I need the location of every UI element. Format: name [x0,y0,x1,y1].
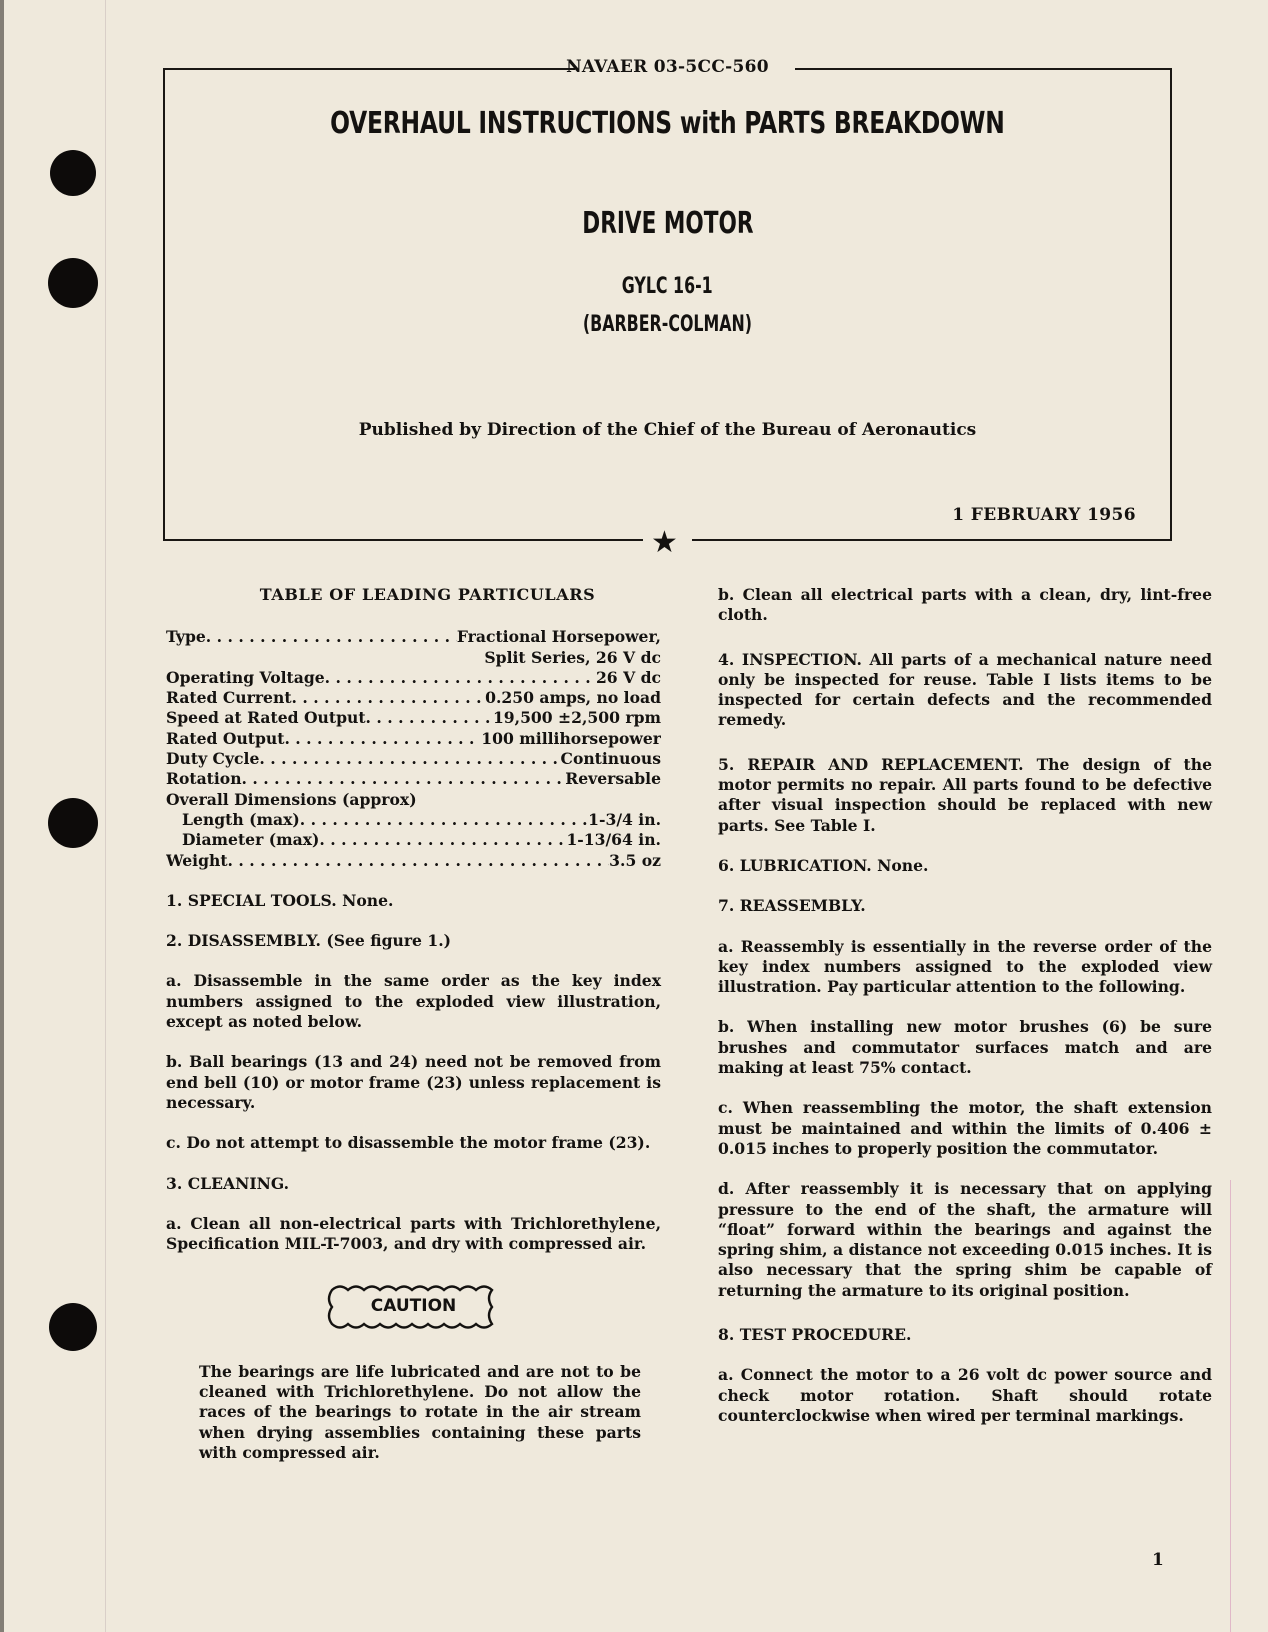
paragraph: b. When installing new motor brushes (6) be sure brushes and commutator surfaces match and are making at least 75% contact. [718,1017,1212,1078]
section-disassembly-heading: 2. DISASSEMBLY. (See figure 1.) [166,931,452,951]
caution-banner [324,1282,504,1332]
main-title: OVERHAUL INSTRUCTIONS with PARTS BREAKDOWN [330,106,1005,141]
spec-group-heading: Overall Dimensions (approx) [166,789,417,809]
spec-row: Length (max) . . . 1-3/4 in. [166,810,661,830]
title-block [163,57,1172,560]
subject-title: DRIVE MOTOR [581,206,754,241]
paragraph: a. Connect the motor to a 26 volt dc power source and check motor rotation. Shaft should rotate counterclockwise when wired per terminal markings. [718,1365,1212,1425]
page-edge [0,0,4,1632]
spec-row: Diameter (max) . . . 1-13/64 in. [166,830,661,850]
fold-line-right [1230,1180,1231,1632]
section-special-tools: 1. SPECIAL TOOLS. None. [166,890,394,910]
leading-particulars-table [166,627,661,871]
fold-line [105,0,106,1632]
spec-row: Weight . . . 3.5 oz [166,851,661,871]
section-inspection: 4. INSPECTION. All parts of a mechanical nature need only be inspected for reuse. Table I lists items to be inspected for certain defects and the recommended remedy. [718,649,1212,730]
section-repair-replacement: 5. REPAIR AND REPLACEMENT. The design of the motor permits no repair. All parts found to be defective after visual inspection should be replaced with new parts. See Table I. [718,754,1212,835]
caution-text: The bearings are life lubricated and are not to be cleaned with Trichlorethylene. Do not allow the races of the bearings to rotate in the air stream when drying assemblies containing these parts with compressed air. [199,1361,641,1462]
punch-hole-icon [48,798,98,848]
publication-date: 1 FEBRUARY 1956 [952,505,1136,525]
section-test-heading: 8. TEST PROCEDURE. [718,1325,912,1345]
paragraph: c. Do not attempt to disassemble the motor frame (23). [166,1133,651,1153]
paragraph: a. Reassembly is essentially in the reverse order of the key index numbers assigned to the exploded view illustration. Pay particular attention to the following. [718,936,1212,997]
spec-row: Rotation . . . Reversable [166,769,661,789]
published-by: Published by Direction of the Chief of the Bureau of Aeronautics [358,420,977,440]
paragraph: d. After reassembly it is necessary that on applying pressure to the end of the shaft, the armature will “float” forward within the bearings and against the spring shim, a distance not exceeding 0.015 inches. It is also necessary that the spring shim be capable of returning the armature to its original position. [718,1179,1212,1300]
spec-row: Rated Output . . . 100 millihorsepower [166,729,661,749]
paragraph: a. Clean all non-electrical parts with Trichlorethylene, Specification MIL-T-7003, and dry with compressed air. [166,1213,661,1254]
paragraph: a. Disassemble in the same order as the key index numbers assigned to the exploded view illustration, except as noted below. [166,971,661,1032]
rule [165,539,643,541]
star-icon: ★ [651,525,678,560]
manufacturer: (BARBER-COLMAN) [582,312,753,337]
section-cleaning-heading: 3. CLEANING. [166,1173,290,1193]
leading-particulars-title: TABLE OF LEADING PARTICULARS [259,585,596,604]
section-lubrication: 6. LUBRICATION. None. [718,855,929,875]
right-column [718,585,1212,1426]
rule [692,539,1170,541]
punch-hole-icon [49,1303,97,1351]
paragraph: c. When reassembling the motor, the shaft extension must be maintained and within the limits of 0.406 ± 0.015 inches to properly position the commutator. [718,1098,1212,1158]
spec-row: Speed at Rated Output . . . 19,500 ±2,500 rpm [166,708,661,728]
caution-label: CAUTION [370,1296,457,1317]
spec-row: Operating Voltage . . . 26 V dc [166,668,661,688]
spec-row-continuation: Split Series, 26 V dc [484,647,661,667]
spec-row: Type . . . Fractional Horsepower, [166,627,661,647]
document-number: NAVAER 03-5CC-560 [566,57,769,77]
paragraph: b. Clean all electrical parts with a clean, dry, lint-free cloth. [718,585,1212,625]
paragraph: b. Ball bearings (13 and 24) need not be removed from end bell (10) or motor frame (23) unless replacement is necessary. [166,1052,661,1112]
caution-notice [166,1282,661,1337]
section-reassembly-heading: 7. REASSEMBLY. [718,896,866,916]
page-number: 1 [1152,1550,1164,1570]
spec-row: Duty Cycle . . . Continuous [166,749,661,769]
punch-hole-icon [50,150,96,196]
model-number: GYLC 16-1 [621,274,713,299]
left-column [166,585,661,1463]
spec-row: Rated Current . . . 0.250 amps, no load [166,688,661,708]
punch-hole-icon [48,258,98,308]
